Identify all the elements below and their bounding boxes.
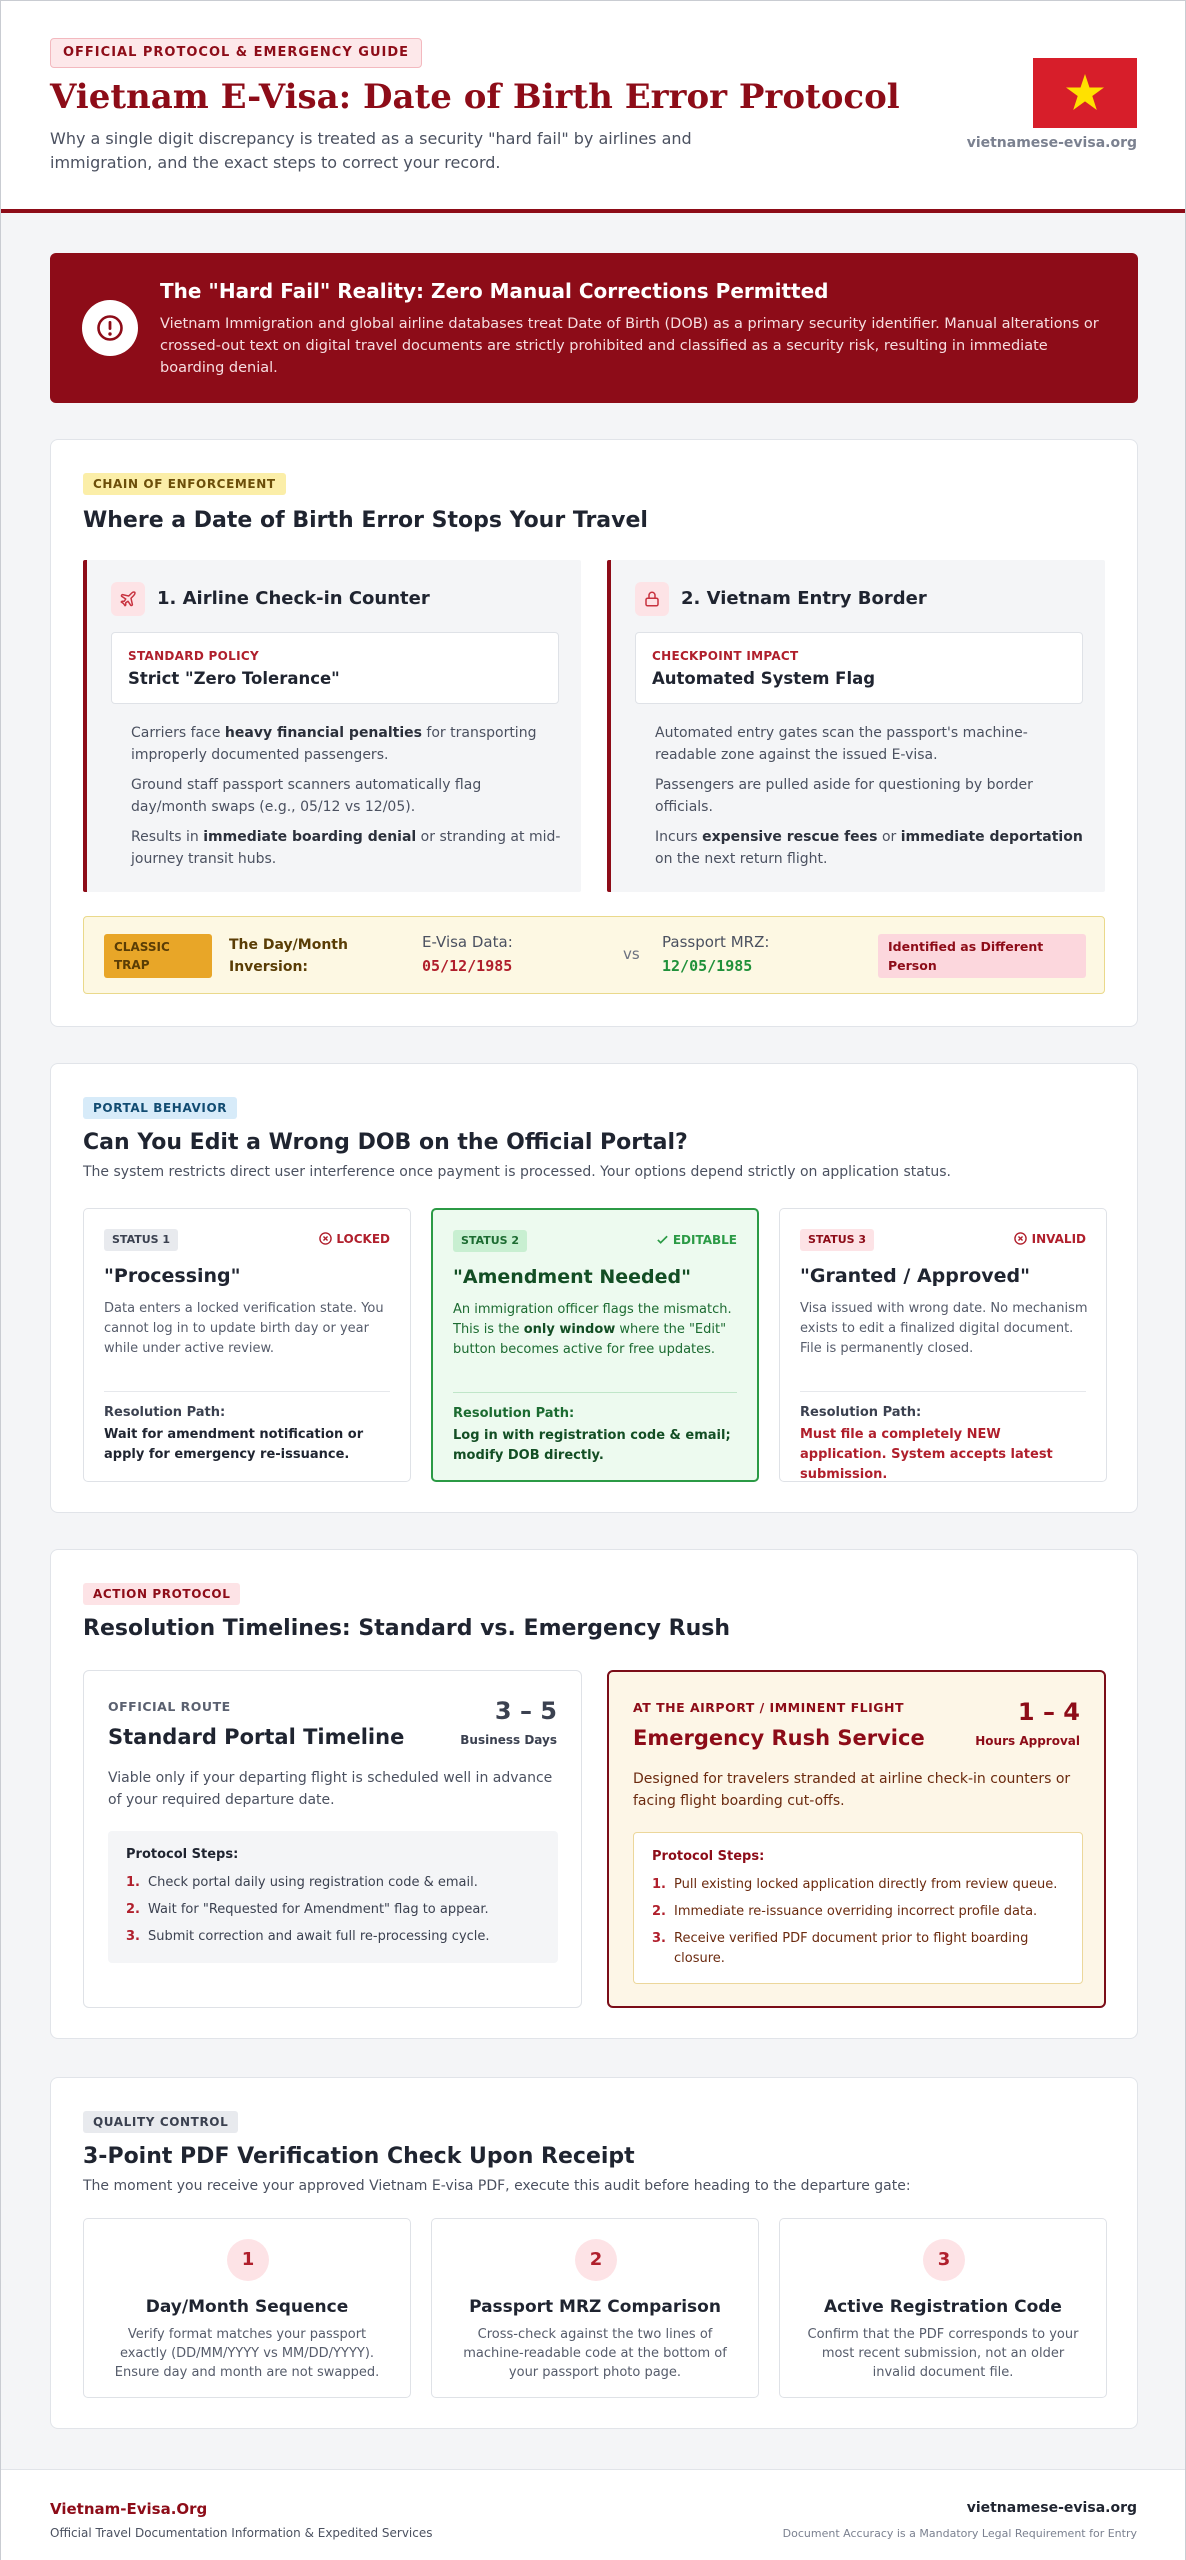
list-item: 1. Pull existing locked application directly from review queue. [652, 1877, 1058, 1892]
x-circle-icon [1014, 1232, 1027, 1245]
page-header [1, 1, 1185, 213]
timeline-description: Designed for travelers stranded at airline check-in counters or facing flight boarding cut-offs. [633, 1771, 1071, 1809]
status-flag: EDITABLE [656, 1233, 737, 1247]
status-description: Visa issued with wrong date. No mechanism exists to edit a finalized digital document. File is permanently closed. [800, 1301, 1088, 1356]
section-title: 3-Point PDF Verification Check Upon Receipt [83, 2144, 635, 2169]
evisa-data-value: 05/12/1985 [422, 957, 513, 975]
plane-icon [111, 582, 145, 616]
section-title: Where a Date of Birth Error Stops Your Travel [83, 508, 648, 533]
impact-label: CHECKPOINT IMPACT [652, 649, 799, 663]
alert-text: Vietnam Immigration and global airline databases treat Date of Birth (DOB) as a primary security identifier. Manual alterations or crossed-out text on digital travel documents are strictly prohibited and classified as a security risk, resulting in immediate boarding denial. [160, 316, 1099, 376]
protocol-steps-list [126, 1873, 546, 1954]
check-description: Confirm that the PDF corresponds to your most recent submission, not an older invalid document file. [807, 2327, 1079, 2380]
timeline-duration: 3 – 5 [494, 1697, 557, 1725]
x-circle-icon [319, 1232, 332, 1245]
passport-mrz-label: Passport MRZ: [662, 933, 770, 951]
check-icon [656, 1233, 669, 1246]
resolution-path-label: Resolution Path: [453, 1406, 575, 1421]
resolution-path: Wait for amendment notification or apply for emergency re-issuance. [104, 1427, 364, 1462]
resolution-path: Log in with registration code & email; modify DOB directly. [453, 1428, 731, 1463]
check-description: Cross-check against the two lines of machine-readable code at the bottom of your passport photo page. [463, 2327, 727, 2380]
point-item: Ground staff passport scanners automatically flag day/month swaps (e.g., 05/12 vs 12/05). [131, 777, 482, 815]
status-title: "Amendment Needed" [453, 1266, 691, 1288]
header-badge: OFFICIAL PROTOCOL & EMERGENCY GUIDE [50, 38, 422, 68]
check-description: Verify format matches your passport exactly (DD/MM/YYYY vs MM/DD/YYYY). Ensure day and month are not swapped. [114, 2327, 380, 2380]
timeline-unit: Hours Approval [975, 1734, 1080, 1748]
protocol-steps-box [633, 1832, 1083, 1984]
enforcement-points [131, 722, 561, 878]
status-flag: LOCKED [319, 1232, 390, 1246]
timeline-unit: Business Days [460, 1733, 557, 1747]
status-description: Data enters a locked verification state. You cannot log in to update birth day or year while under active review. [104, 1301, 384, 1356]
flag-star-icon [1065, 73, 1105, 113]
check-number: 2 [575, 2239, 617, 2281]
point-item: Automated entry gates scan the passport's machine-readable zone against the issued E-visa. [655, 725, 1028, 763]
divider [453, 1392, 737, 1393]
footer-domain[interactable]: vietnamese-evisa.org [966, 2500, 1137, 2516]
resolution-path-label: Resolution Path: [800, 1405, 922, 1420]
page-subtitle: Why a single digit discrepancy is treated as a security "hard fail" by airlines and immigration, and the exact steps to correct your record. [50, 129, 692, 172]
footer-subtitle: Official Travel Documentation Information & Expedited Services [50, 2526, 433, 2540]
enforcement-section [50, 439, 1138, 1027]
trap-label: The Day/Month Inversion: [229, 937, 348, 975]
impact-value: Automated System Flag [652, 669, 876, 688]
list-item: 2. Immediate re-issuance overriding incorrect profile data. [652, 1904, 1038, 1919]
status-badge: STATUS 3 [800, 1229, 874, 1251]
list-item: 3. Submit correction and await full re-processing cycle. [126, 1929, 490, 1944]
verification-section [50, 2077, 1138, 2429]
portal-behavior-section [50, 1063, 1138, 1513]
footer-brand[interactable]: Vietnam-Evisa.Org [50, 2500, 208, 2518]
emergency-rush-card [607, 1670, 1106, 2008]
status-badge: STATUS 1 [104, 1229, 178, 1251]
protocol-steps-heading: Protocol Steps: [126, 1847, 239, 1862]
timeline-title: Emergency Rush Service [633, 1726, 925, 1750]
alert-title: The "Hard Fail" Reality: Zero Manual Corrections Permitted [160, 279, 829, 303]
standard-timeline-card [83, 1670, 582, 2008]
alert-circle-icon [82, 300, 138, 356]
point-item: Passengers are pulled aside for questioning by border officials. [655, 777, 1033, 815]
divider [104, 1391, 390, 1392]
check-number: 1 [227, 2239, 269, 2281]
trap-result-badge: Identified as Different Person [878, 934, 1086, 978]
impact-box [635, 632, 1083, 704]
classic-trap-banner [83, 916, 1105, 994]
resolution-path-label: Resolution Path: [104, 1405, 226, 1420]
status-card-amendment [431, 1208, 759, 1482]
timeline-kicker: OFFICIAL ROUTE [108, 1699, 231, 1714]
status-flag: INVALID [1014, 1232, 1086, 1246]
status-card-processing [83, 1208, 411, 1482]
passport-mrz-value: 12/05/1985 [662, 957, 753, 975]
check-title: Passport MRZ Comparison [469, 2297, 721, 2317]
section-subtitle: The moment you receive your approved Vietnam E-visa PDF, execute this audit before heading to the departure gate: [83, 2178, 911, 2194]
point-item: Results in immediate boarding denial or stranding at mid-journey transit hubs. [131, 829, 561, 867]
timeline-title: Standard Portal Timeline [108, 1725, 405, 1749]
card-title: 2. Vietnam Entry Border [681, 588, 927, 609]
status-title: "Processing" [104, 1265, 241, 1287]
check-title: Day/Month Sequence [145, 2297, 349, 2317]
evisa-data-label: E-Visa Data: [422, 933, 513, 951]
list-item: 1. Check portal daily using registration code & email. [126, 1875, 478, 1890]
section-title: Resolution Timelines: Standard vs. Emergency Rush [83, 1616, 731, 1641]
enforcement-points [655, 722, 1085, 878]
timeline-description: Viable only if your departing flight is scheduled well in advance of your required departure date. [108, 1770, 553, 1808]
check-number: 3 [923, 2239, 965, 2281]
entry-border-card [607, 560, 1105, 892]
point-item: Carriers face heavy financial penalties for transporting improperly documented passengers. [131, 725, 537, 763]
header-domain[interactable]: vietnamese-evisa.org [966, 135, 1137, 151]
page-footer [1, 2469, 1185, 2560]
resolution-path: Must file a completely NEW application. System accepts latest submission. [800, 1427, 1053, 1482]
section-tag: PORTAL BEHAVIOR [83, 1097, 237, 1119]
check-card-day-month [83, 2218, 411, 2398]
protocol-steps-box [108, 1831, 558, 1963]
list-item: 3. Receive verified PDF document prior to flight boarding closure. [652, 1931, 1029, 1966]
protocol-steps-heading: Protocol Steps: [652, 1849, 765, 1864]
policy-label: STANDARD POLICY [128, 649, 259, 663]
vietnam-flag-icon [1033, 58, 1137, 128]
point-item: Incurs expensive rescue fees or immediate deportation on the next return flight. [655, 829, 1083, 867]
section-tag: ACTION PROTOCOL [83, 1583, 240, 1605]
status-title: "Granted / Approved" [800, 1265, 1031, 1287]
vs-label: vs [623, 945, 640, 963]
page-title: Vietnam E-Visa: Date of Birth Error Protocol [50, 77, 900, 117]
hard-fail-alert [50, 253, 1138, 403]
section-title: Can You Edit a Wrong DOB on the Official Portal? [83, 1130, 688, 1155]
policy-value: Strict "Zero Tolerance" [128, 669, 340, 688]
trap-badge: CLASSIC TRAP [104, 934, 212, 978]
check-title: Active Registration Code [824, 2297, 1062, 2317]
card-title: 1. Airline Check-in Counter [157, 588, 430, 609]
status-card-granted [779, 1208, 1107, 1482]
list-item: 2. Wait for "Requested for Amendment" flag to appear. [126, 1902, 489, 1917]
check-card-mrz [431, 2218, 759, 2398]
status-description: An immigration officer flags the mismatch. This is the only window where the "Edit" button becomes active for free updates. [453, 1302, 732, 1357]
timeline-kicker: AT THE AIRPORT / IMMINENT FLIGHT [633, 1700, 904, 1715]
lock-icon [635, 582, 669, 616]
timeline-duration: 1 – 4 [1017, 1698, 1080, 1726]
protocol-steps-list [652, 1875, 1072, 1976]
section-tag: QUALITY CONTROL [83, 2111, 238, 2133]
section-tag: CHAIN OF ENFORCEMENT [83, 473, 286, 495]
section-subtitle: The system restricts direct user interference once payment is processed. Your options depend strictly on application status. [83, 1164, 951, 1180]
timelines-section [50, 1549, 1138, 2039]
status-badge: STATUS 2 [453, 1230, 527, 1252]
policy-box [111, 632, 559, 704]
airline-checkin-card [83, 560, 581, 892]
check-card-registration [779, 2218, 1107, 2398]
footer-note: Document Accuracy is a Mandatory Legal Requirement for Entry [782, 2527, 1137, 2540]
divider [800, 1391, 1086, 1392]
